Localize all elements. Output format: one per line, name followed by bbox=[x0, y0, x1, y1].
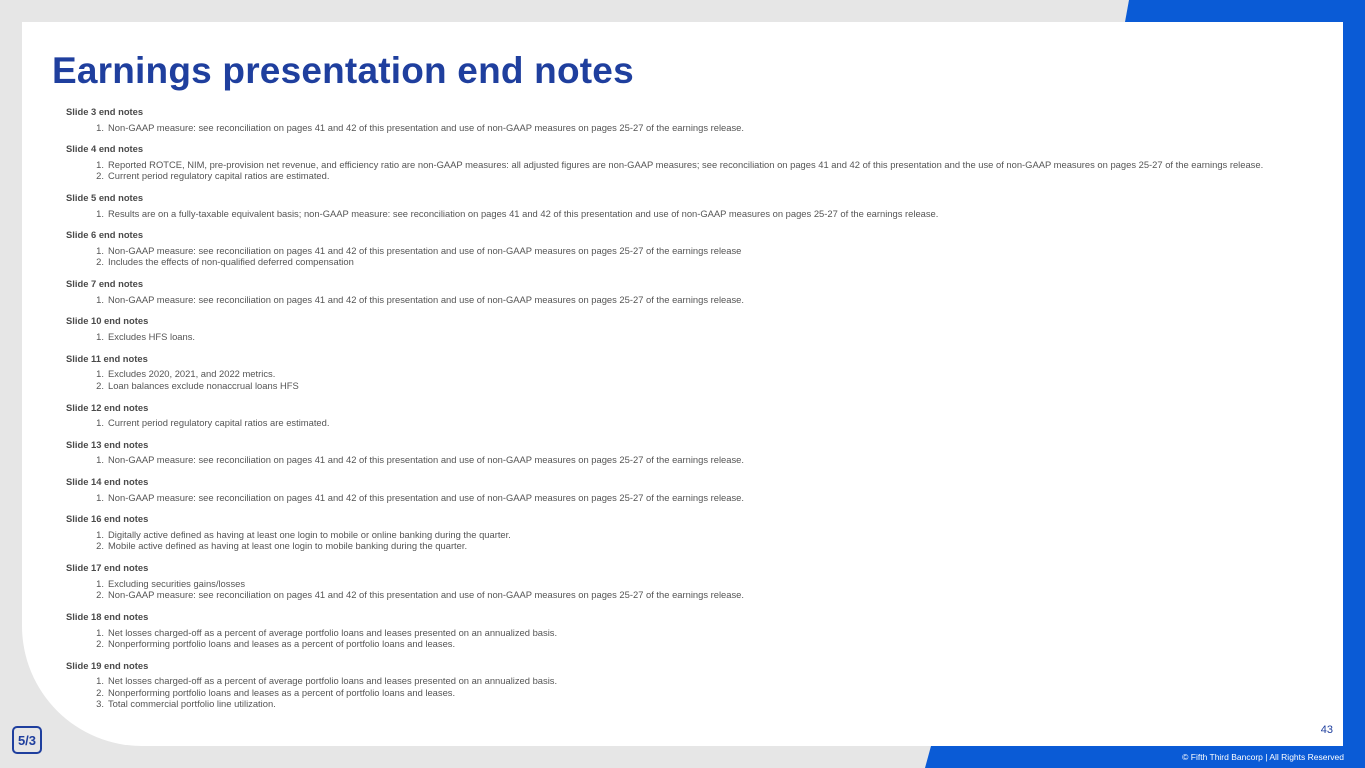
note-item bbox=[66, 294, 1296, 306]
note-text: Net losses charged-off as a percent of average portfolio loans and leases presented on an annualized basis. bbox=[108, 626, 558, 638]
note-number: 1. bbox=[96, 244, 104, 256]
end-notes-section bbox=[66, 402, 1296, 429]
note-text: Mobile active defined as having at least one login to mobile banking during the quarter. bbox=[108, 540, 468, 552]
section-heading: Slide 18 end notes bbox=[66, 611, 149, 623]
end-notes-section bbox=[66, 143, 1296, 182]
section-heading: Slide 5 end notes bbox=[66, 192, 144, 204]
decorative-blue-band-top bbox=[1125, 0, 1365, 22]
note-number: 2. bbox=[96, 170, 104, 182]
note-text: Excluding securities gains/losses bbox=[108, 577, 246, 589]
note-item bbox=[66, 245, 1296, 257]
note-list bbox=[66, 492, 1296, 504]
section-heading: Slide 19 end notes bbox=[66, 659, 149, 671]
section-heading: Slide 11 end notes bbox=[66, 352, 148, 364]
note-text: Non-GAAP measure: see reconciliation on pages 41 and 42 of this presentation and use of non-GAAP measures on pages 25-27 of the earnings release. bbox=[108, 293, 744, 305]
note-number: 1. bbox=[96, 626, 104, 638]
fifth-third-logo-icon: 5/3 bbox=[12, 726, 42, 754]
end-notes-section bbox=[66, 353, 1296, 392]
decorative-blue-band-right bbox=[1343, 0, 1365, 768]
note-text: Non-GAAP measure: see reconciliation on pages 41 and 42 of this presentation and use of non-GAAP measures on pages 25-27 of the earnings release. bbox=[108, 589, 744, 601]
section-heading: Slide 14 end notes bbox=[66, 476, 149, 488]
note-list bbox=[66, 627, 1296, 650]
note-text: Current period regulatory capital ratios are estimated. bbox=[108, 170, 330, 182]
end-notes-section bbox=[66, 476, 1296, 503]
note-number: 1. bbox=[96, 454, 104, 466]
note-item bbox=[66, 638, 1296, 650]
note-text: Loan balances exclude nonaccrual loans HFS bbox=[108, 379, 299, 391]
note-text: Reported ROTCE, NIM, pre-provision net revenue, and efficiency ratio are non-GAAP measures: all adjusted figures are non-GAAP measures; see reconciliation on pages 41 and 42 of this presentation and the use of non-GAAP measures on pages 25-27 of the earnings release. bbox=[108, 158, 1264, 170]
note-item bbox=[66, 675, 1296, 687]
note-number: 1. bbox=[96, 417, 104, 429]
slide-card bbox=[22, 22, 1343, 746]
note-text: Total commercial portfolio line utilization. bbox=[108, 698, 276, 710]
note-number: 1. bbox=[96, 293, 104, 305]
section-heading: Slide 12 end notes bbox=[66, 401, 149, 413]
note-number: 1. bbox=[96, 158, 104, 170]
note-item bbox=[66, 492, 1296, 504]
end-notes-section bbox=[66, 315, 1296, 342]
note-item bbox=[66, 627, 1296, 639]
section-heading: Slide 10 end notes bbox=[66, 315, 149, 327]
note-number: 1. bbox=[96, 207, 104, 219]
note-number: 1. bbox=[96, 528, 104, 540]
note-text: Non-GAAP measure: see reconciliation on pages 41 and 42 of this presentation and use of non-GAAP measures on pages 25-27 of the earnings release. bbox=[108, 121, 744, 133]
note-text: Non-GAAP measure: see reconciliation on pages 41 and 42 of this presentation and use of non-GAAP measures on pages 25-27 of the earnings release bbox=[108, 244, 742, 256]
note-item bbox=[66, 540, 1296, 552]
note-text: Digitally active defined as having at least one login to mobile or online banking during the quarter. bbox=[108, 528, 511, 540]
end-notes-section bbox=[66, 513, 1296, 552]
page-title: Earnings presentation end notes bbox=[52, 50, 634, 91]
section-heading: Slide 7 end notes bbox=[66, 278, 144, 290]
end-notes-list bbox=[66, 106, 1296, 720]
note-item bbox=[66, 159, 1296, 171]
note-list bbox=[66, 294, 1296, 306]
note-number: 2. bbox=[96, 638, 104, 650]
note-number: 1. bbox=[96, 330, 104, 342]
note-number: 2. bbox=[96, 589, 104, 601]
note-item bbox=[66, 578, 1296, 590]
note-number: 3. bbox=[96, 698, 104, 710]
note-text: Non-GAAP measure: see reconciliation on pages 41 and 42 of this presentation and use of non-GAAP measures on pages 25-27 of the earnings release. bbox=[108, 491, 744, 503]
note-list bbox=[66, 675, 1296, 710]
note-text: Non-GAAP measure: see reconciliation on pages 41 and 42 of this presentation and use of non-GAAP measures on pages 25-27 of the earnings release. bbox=[108, 454, 744, 466]
end-notes-section bbox=[66, 192, 1296, 219]
section-heading: Slide 16 end notes bbox=[66, 513, 149, 525]
note-list bbox=[66, 159, 1296, 182]
note-list bbox=[66, 368, 1296, 391]
note-item bbox=[66, 589, 1296, 601]
note-text: Net losses charged-off as a percent of average portfolio loans and leases presented on an annualized basis. bbox=[108, 675, 558, 687]
note-text: Excludes 2020, 2021, and 2022 metrics. bbox=[108, 368, 276, 380]
note-number: 2. bbox=[96, 256, 104, 268]
note-number: 2. bbox=[96, 686, 104, 698]
note-number: 1. bbox=[96, 577, 104, 589]
note-item bbox=[66, 208, 1296, 220]
note-item bbox=[66, 529, 1296, 541]
note-list bbox=[66, 529, 1296, 552]
end-notes-section bbox=[66, 106, 1296, 133]
note-number: 2. bbox=[96, 379, 104, 391]
note-text: Excludes HFS loans. bbox=[108, 330, 196, 342]
section-heading: Slide 4 end notes bbox=[66, 143, 144, 155]
note-list bbox=[66, 331, 1296, 343]
note-item bbox=[66, 698, 1296, 710]
note-item bbox=[66, 380, 1296, 392]
note-text: Includes the effects of non-qualified deferred compensation bbox=[108, 256, 354, 268]
section-heading: Slide 13 end notes bbox=[66, 438, 149, 450]
note-item bbox=[66, 454, 1296, 466]
note-item bbox=[66, 122, 1296, 134]
end-notes-section bbox=[66, 278, 1296, 305]
note-text: Current period regulatory capital ratios are estimated. bbox=[108, 417, 330, 429]
section-heading: Slide 6 end notes bbox=[66, 229, 144, 241]
end-notes-section bbox=[66, 229, 1296, 268]
note-list bbox=[66, 454, 1296, 466]
note-list bbox=[66, 122, 1296, 134]
note-text: Nonperforming portfolio loans and leases as a percent of portfolio loans and leases. bbox=[108, 638, 456, 650]
note-number: 1. bbox=[96, 675, 104, 687]
note-item bbox=[66, 256, 1296, 268]
note-item bbox=[66, 417, 1296, 429]
note-number: 1. bbox=[96, 491, 104, 503]
note-item bbox=[66, 687, 1296, 699]
note-number: 2. bbox=[96, 540, 104, 552]
note-number: 1. bbox=[96, 368, 104, 380]
end-notes-section bbox=[66, 611, 1296, 650]
end-notes-section bbox=[66, 439, 1296, 466]
note-item bbox=[66, 368, 1296, 380]
note-number: 1. bbox=[96, 121, 104, 133]
note-list bbox=[66, 208, 1296, 220]
section-heading: Slide 17 end notes bbox=[66, 562, 149, 574]
copyright-text: © Fifth Third Bancorp | All Rights Reserved bbox=[1182, 752, 1344, 762]
note-item bbox=[66, 170, 1296, 182]
note-list bbox=[66, 578, 1296, 601]
note-list bbox=[66, 417, 1296, 429]
note-text: Results are on a fully-taxable equivalent basis; non-GAAP measure: see reconciliation on pages 41 and 42 of this presentation and use of non-GAAP measures on pages 25-27 of the earnings release. bbox=[108, 207, 939, 219]
note-list bbox=[66, 245, 1296, 268]
note-text: Nonperforming portfolio loans and leases as a percent of portfolio loans and leases. bbox=[108, 686, 456, 698]
section-heading: Slide 3 end notes bbox=[66, 106, 144, 117]
end-notes-section bbox=[66, 660, 1296, 710]
page-number: 43 bbox=[1320, 724, 1333, 736]
end-notes-section bbox=[66, 562, 1296, 601]
note-item bbox=[66, 331, 1296, 343]
